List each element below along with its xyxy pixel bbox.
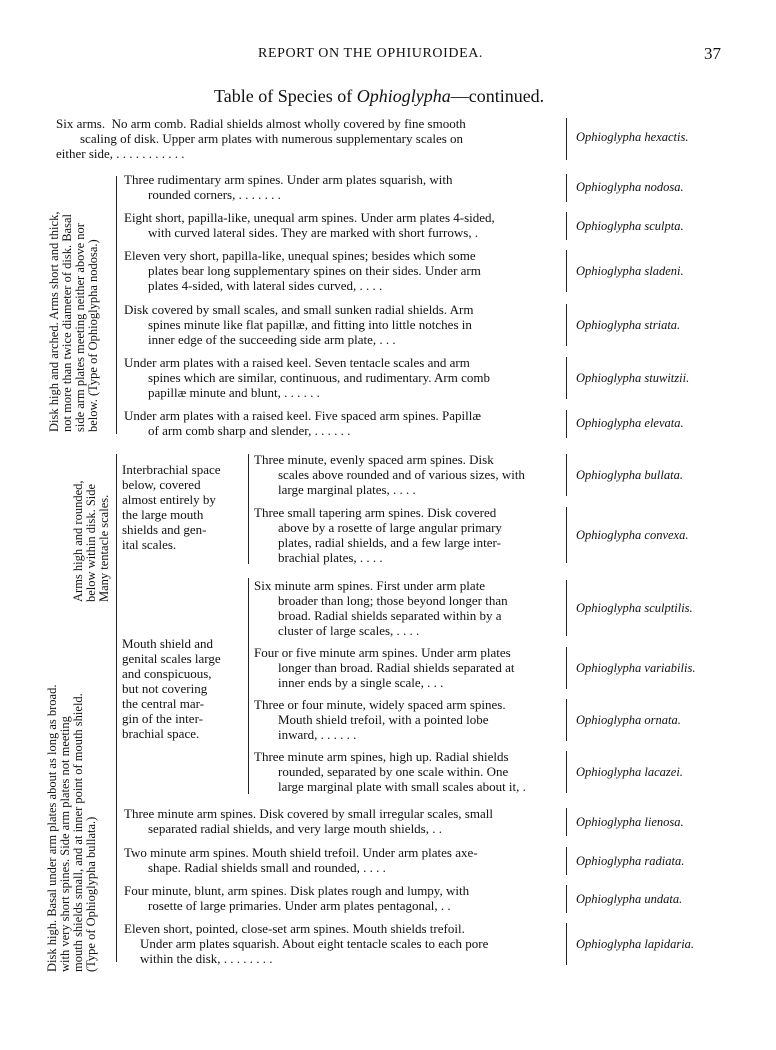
entry-line: brachial plates, . . . .: [278, 550, 383, 565]
entry-line: scales above rounded and of various sizes, with: [278, 467, 525, 482]
group2-entry: [124, 921, 560, 966]
entry-line: papillæ minute and blunt, . . . . . .: [148, 385, 320, 400]
species-name: Ophioglypha radiata.: [576, 854, 685, 868]
entry-line: Under arm plates with a raised keel. Seven tentacle scales and arm: [124, 355, 470, 370]
species-name: Ophioglypha sculpta.: [576, 219, 684, 233]
species-name: Ophioglypha sculptilis.: [576, 601, 693, 615]
entry-line: within the disk, . . . . . . . .: [140, 951, 273, 966]
species-name: Ophioglypha undata.: [576, 892, 683, 906]
group2-label-line: below within disk. Side: [84, 483, 98, 602]
entry-line: Three minute arm spines. Disk covered by small irregular scales, small: [124, 806, 493, 821]
entry-line: Eight short, papilla-like, unequal arm spines. Under arm plates 4-sided,: [124, 210, 495, 225]
entry-brace: [566, 808, 567, 836]
group2-label-line: Arms high and rounded,: [71, 480, 85, 602]
six-arms-line1: [56, 116, 562, 131]
species-name: Ophioglypha lapidaria.: [576, 937, 695, 951]
group1-entry: [124, 172, 560, 202]
entry-line: Three small tapering arm spines. Disk covered: [254, 505, 497, 520]
group1-entry: [124, 408, 560, 438]
entry-brace: [566, 212, 567, 240]
entry-line: Eleven short, pointed, close-set arm spines. Mouth shields trefoil.: [124, 921, 465, 936]
table-title: [214, 86, 544, 107]
entry-line: large marginal plate with small scales about it, .: [278, 779, 526, 794]
entry-line: Eleven very short, papilla-like, unequal spines; besides which some: [124, 248, 476, 263]
entry-brace: [566, 751, 567, 793]
species-name: Ophioglypha variabilis.: [576, 661, 696, 675]
entry-line: spines minute like flat papillæ, and fitting into little notches in: [148, 317, 472, 332]
subgroup-label-line: gin of the inter-: [122, 711, 203, 726]
table-title-genus: Ophioglypha: [356, 86, 451, 106]
species-name: Ophioglypha lienosa.: [576, 815, 684, 829]
entry-line: above by a rosette of large angular primary: [278, 520, 502, 535]
group1-label-line: below. (Type of Ophioglypha nodosa.): [86, 239, 100, 432]
group2-brace: [116, 454, 117, 962]
table-title-prefix: Table of Species of: [214, 86, 357, 106]
subgroup-a-entry: [254, 505, 560, 565]
entry-brace: [566, 357, 567, 399]
entry-line: Four or five minute arm spines. Under arm plates: [254, 645, 511, 660]
subgroup-label-line: the central mar-: [122, 696, 205, 711]
entry-line: Four minute, blunt, arm spines. Disk plates rough and lumpy, with: [124, 883, 470, 898]
subgroup-b-entry: [254, 645, 560, 690]
entry-brace: [566, 923, 567, 965]
entry-line: plates bear long supplementary spines on their sides. Under arm: [148, 263, 481, 278]
subgroup-label-line: brachial space.: [122, 726, 200, 741]
entry-line: plates, radial shields, and a few large inter-: [278, 535, 501, 550]
species-name: Ophioglypha convexa.: [576, 528, 689, 542]
subgroup-b-entry: [254, 578, 560, 638]
group1-entry: [124, 210, 560, 240]
entry-line: plates 4-sided, with lateral sides curved, . . . .: [148, 278, 383, 293]
six-arms-line1-text: No arm comb. Radial shields almost wholly covered by fine smooth: [111, 116, 466, 131]
entry-line: shape. Radial shields small and rounded, . . . .: [148, 860, 386, 875]
species-name: Ophioglypha lacazei.: [576, 765, 683, 779]
table-title-suffix: —continued.: [450, 86, 545, 106]
entry-line: Three rudimentary arm spines. Under arm plates squarish, with: [124, 172, 453, 187]
group2-entry: [124, 883, 560, 913]
group2-label-line: Many tentacle scales.: [97, 494, 111, 602]
subgroup-label-line: Interbrachial space: [122, 462, 221, 477]
six-arms-entry: [56, 116, 562, 161]
subgroup-label-line: ital scales.: [122, 537, 177, 552]
six-arms-brace: [566, 118, 567, 160]
subgroup-b-entry: [254, 749, 560, 794]
subgroup-a-label: [122, 462, 244, 552]
subgroup-label-line: Mouth shield and: [122, 636, 213, 651]
group2-label-line: with very short spines. Side arm plates not meeting: [58, 716, 72, 972]
entry-line: inner edge of the succeeding side arm plate, . . .: [148, 332, 396, 347]
entry-brace: [566, 885, 567, 913]
subgroup-b-label: [122, 636, 248, 741]
species-name: Ophioglypha stuwitzii.: [576, 371, 690, 385]
entry-brace: [566, 699, 567, 741]
group2-label-line: mouth shields small, and at inner point of mouth shield.: [71, 693, 85, 972]
entry-brace: [566, 647, 567, 689]
entry-brace: [566, 250, 567, 292]
subgroup-label-line: and conspicuous,: [122, 666, 212, 681]
entry-line: Six minute arm spines. First under arm plate: [254, 578, 486, 593]
subgroup-label-line: almost entirely by: [122, 492, 216, 507]
group2-entry: [124, 845, 560, 875]
group2-label-line: Disk high. Basal under arm plates about as long as broad.: [45, 684, 59, 972]
six-arms-line2: scaling of disk. Upper arm plates with numerous supplementary scales on: [80, 131, 464, 146]
subgroup-label-line: below, covered: [122, 477, 201, 492]
species-name: Ophioglypha ornata.: [576, 713, 681, 727]
entry-line: Mouth shield trefoil, with a pointed lobe: [278, 712, 489, 727]
subgroup-a-brace: [248, 454, 249, 564]
entry-line: rounded, separated by one scale within. One: [278, 764, 509, 779]
entry-line: Three or four minute, widely spaced arm spines.: [254, 697, 506, 712]
entry-line: Three minute, evenly spaced arm spines. Disk: [254, 452, 494, 467]
entry-line: broad. Radial shields separated within by a: [278, 608, 502, 623]
entry-line: separated radial shields, and very large mouth shields, . .: [148, 821, 442, 836]
species-name: Ophioglypha sladeni.: [576, 264, 684, 278]
subgroup-b-brace: [248, 578, 249, 794]
entry-line: Two minute arm spines. Mouth shield trefoil. Under arm plates axe-: [124, 845, 478, 860]
group1-label-line: Disk high and arched. Arms short and thick,: [47, 211, 61, 432]
entry-line: cluster of large scales, . . . .: [278, 623, 420, 638]
page-number: 37: [704, 44, 721, 63]
subgroup-label-line: the large mouth: [122, 507, 204, 522]
subgroup-label-line: but not covering: [122, 681, 208, 696]
entry-line: inward, . . . . . .: [278, 727, 357, 742]
entry-line: large marginal plates, . . . .: [278, 482, 416, 497]
entry-brace: [566, 454, 567, 496]
entry-line: rosette of large primaries. Under arm plates pentagonal, . .: [148, 898, 451, 913]
entry-line: Disk covered by small scales, and small sunken radial shields. Arm: [124, 302, 474, 317]
group2-entry: [124, 806, 560, 836]
entry-brace: [566, 304, 567, 346]
group2-label-line: (Type of Ophioglypha bullata.): [84, 816, 98, 972]
entry-line: Under arm plates with a raised keel. Five spaced arm spines. Papillæ: [124, 408, 482, 423]
six-arms-lead: Six arms.: [56, 116, 106, 131]
species-name: Ophioglypha hexactis.: [576, 130, 689, 144]
entry-line: Under arm plates squarish. About eight tentacle scales to each pore: [140, 936, 489, 951]
species-name: Ophioglypha nodosa.: [576, 180, 684, 194]
entry-line: Three minute arm spines, high up. Radial shields: [254, 749, 509, 764]
entry-line: inner ends by a single scale, . . .: [278, 675, 444, 690]
group1-label-line: not more than twice diameter of disk. Basal: [60, 214, 74, 432]
entry-line: longer than broad. Radial shields separated at: [278, 660, 515, 675]
entry-line: rounded corners, . . . . . . .: [148, 187, 281, 202]
group1-label-line: side arm plates meeting neither above nor: [73, 223, 87, 432]
entry-brace: [566, 507, 567, 563]
group1-vertical-label: [48, 170, 100, 432]
entry-brace: [566, 580, 567, 636]
species-name: Ophioglypha striata.: [576, 318, 681, 332]
group1-entry: [124, 302, 560, 347]
entry-line: with curved lateral sides. They are marked with short furrows, .: [148, 225, 479, 240]
subgroup-label-line: shields and gen-: [122, 522, 207, 537]
species-name: Ophioglypha elevata.: [576, 416, 684, 430]
running-title: REPORT ON THE OPHIUROIDEA.: [258, 46, 484, 61]
six-arms-line3: either side, . . . . . . . . . . .: [56, 146, 185, 161]
entry-brace: [566, 847, 567, 875]
group1-brace: [116, 176, 117, 434]
entry-line: spines which are similar, continuous, and rudimentary. Arm comb: [148, 370, 490, 385]
entry-line: broader than long; those beyond longer than: [278, 593, 508, 608]
species-name: Ophioglypha bullata.: [576, 468, 683, 482]
entry-line: of arm comb sharp and slender, . . . . . .: [148, 423, 351, 438]
subgroup-b-entry: [254, 697, 560, 742]
entry-brace: [566, 174, 567, 202]
entry-brace: [566, 410, 567, 438]
group1-entry: [124, 248, 560, 293]
group1-entry: [124, 355, 560, 400]
subgroup-a-entry: [254, 452, 560, 497]
subgroup-label-line: genital scales large: [122, 651, 221, 666]
group2-vertical-label-right: [72, 452, 111, 602]
